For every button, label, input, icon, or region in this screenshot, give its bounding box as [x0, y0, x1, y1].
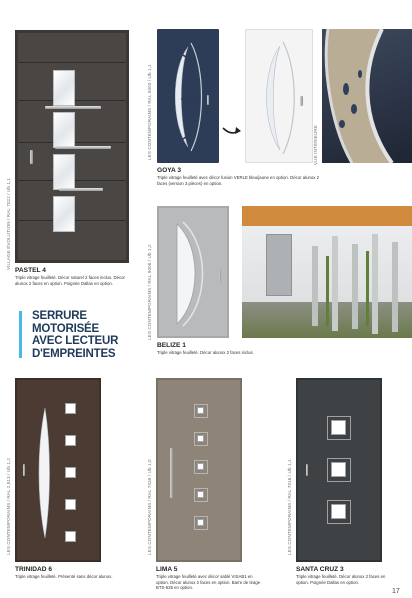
goya-description: Triple vitrage feuilleté avec décor fusion VERLE bleu/jaune en option. Décor alunox 2 faces (version 3 pièces) en option.	[157, 175, 320, 186]
headline-line-1: SERRURE	[32, 310, 87, 322]
pastel-door-image	[15, 30, 129, 263]
goya-title: GOYA 3	[157, 167, 182, 174]
goya-vertical-label: LES CONTEMPORAINS / RAL 5003 / Ub 1,1	[147, 64, 152, 160]
goya-decor-closeup-photo	[322, 29, 412, 163]
goya-interior-door-image	[245, 29, 313, 163]
trinidad-glass-decor	[15, 378, 101, 562]
arrow-icon	[221, 124, 243, 138]
pastel-vertical-label: VILLAGE ÉVOLUTION / RAL 7022 / Ub 1,1	[6, 177, 11, 270]
trinidad-door-image	[15, 378, 101, 562]
goya-interior-glass-decor	[246, 30, 314, 164]
trinidad-description: Triple vitrage feuilleté. Présenté sans décor alunox.	[15, 574, 113, 579]
santacruz-description: Triple vitrage feuilleté. Décor alunox 2 faces en option. Poignée Dallas en option.	[296, 574, 386, 585]
pastel-title: PASTEL 4	[15, 267, 46, 274]
headline-line-3: AVEC LECTEUR	[32, 335, 119, 347]
santacruz-door-image	[296, 378, 382, 562]
lima-vertical-label: LES CONTEMPORAINS / RAL 7039 / Ub 1,0	[147, 459, 152, 555]
belize-title: BELIZE 1	[157, 342, 186, 349]
belize-vertical-label: LES CONTEMPORAINS / RAL 9006 / Ub 1,2	[147, 244, 152, 340]
santacruz-title: SANTA CRUZ 3	[296, 566, 344, 573]
trinidad-title: TRINIDAD 6	[15, 566, 52, 573]
lima-title: LIMA 5	[156, 566, 178, 573]
goya-door-image	[157, 29, 219, 163]
lima-pull-bar	[170, 448, 173, 498]
goya-glass-decor	[157, 29, 219, 163]
trinidad-vertical-label: LES CONTEMPORAINS / RAL 2,813 / Ub 1,2	[6, 457, 11, 555]
santacruz-vertical-label: LES CONTEMPORAINS / RAL 7016 / Ub 1,1	[287, 459, 292, 555]
pastel-description: Triple vitrage feuilleté. Décor naturel 2 faces inclus. Décor alunox 2 faces en option. Poignée Dallas en option.	[15, 275, 125, 286]
headline	[32, 310, 118, 360]
belize-house-photo	[242, 206, 412, 338]
lima-description: Triple vitrage feuilleté avec décor sablé VISAB1 en option. Décor alunox 2 faces en option. Barre de tirage BTS-635 en option.	[156, 574, 261, 591]
headline-accent-bar	[19, 311, 22, 358]
goya-interior-label: VUE INTÉRIEURE	[313, 125, 318, 165]
belize-door-image	[157, 206, 229, 338]
headline-line-2: MOTORISÉE	[32, 322, 99, 335]
belize-description: Triple vitrage feuilleté. Décor alunox 2 faces inclus.	[157, 350, 254, 355]
lima-door-image	[156, 378, 242, 562]
headline-line-4: D'EMPREINTES	[32, 347, 116, 360]
page-number: 17	[392, 588, 400, 595]
